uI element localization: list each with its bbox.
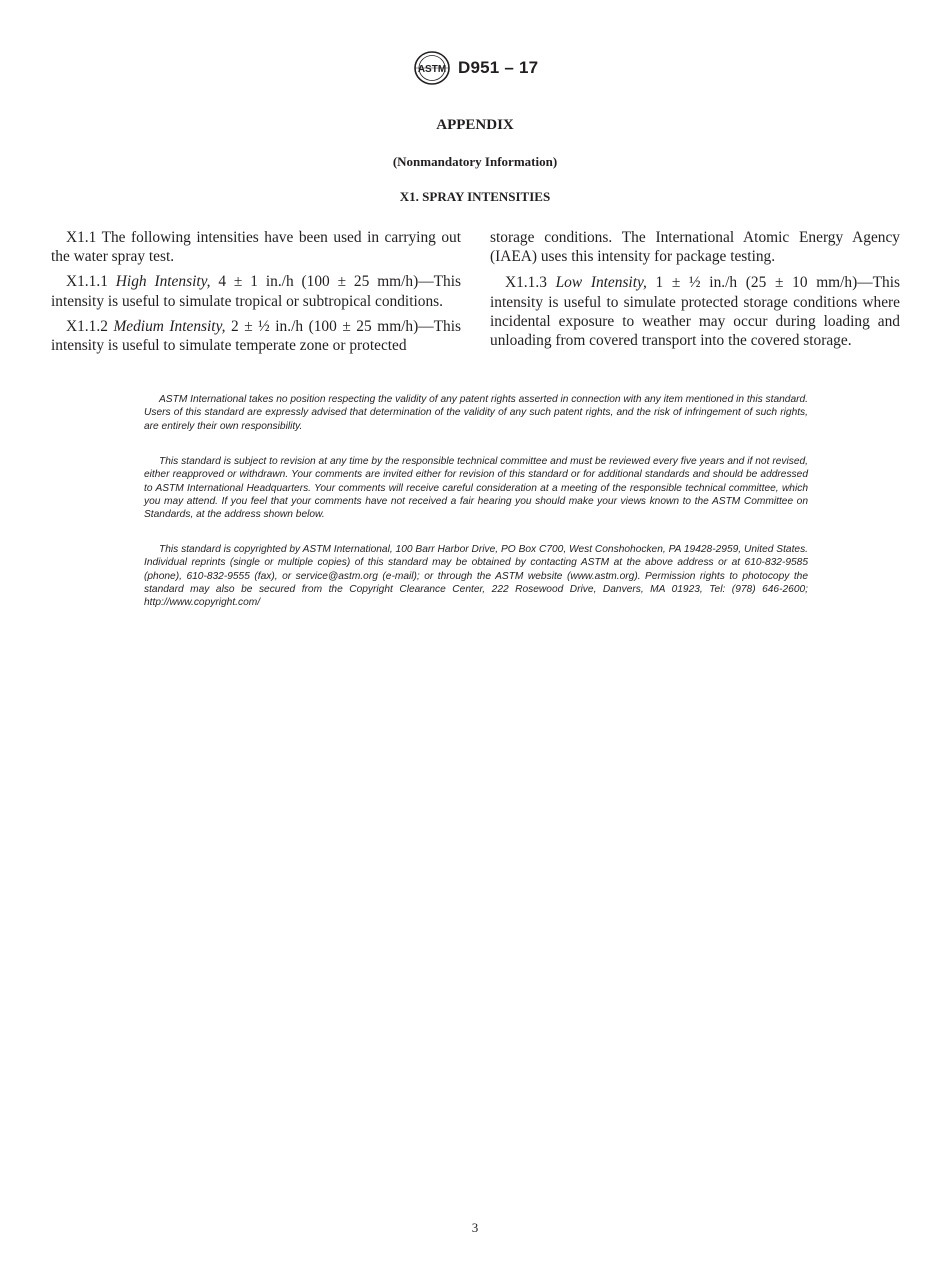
intensity-term: Low Intensity,: [555, 274, 647, 292]
nonmandatory-label: (Nonmandatory Information): [392, 154, 558, 169]
paragraph-number: X1.1.1: [66, 273, 108, 291]
paragraph-x1-1-2-continued: storage conditions. The International Atomic Energy Agency (IAEA) uses this intensity for package testing.: [490, 229, 900, 266]
standard-designation: D951 – 17: [458, 58, 539, 77]
right-column: [490, 228, 900, 356]
appendix-title: APPENDIX: [436, 117, 514, 133]
patent-notice: [144, 393, 808, 433]
paragraph-number: X1.1.3: [505, 274, 547, 292]
paragraph-text: 4 ± 1 in./h (100 ± 25 mm/h)—This intensity is useful to simulate tropical or subtropical conditions.: [51, 273, 462, 310]
revision-notice-text: This standard is subject to revision at any time by the responsible technical committee and must be reviewed every five years and if not revised, either reapproved or withdrawn. Your comments are invited either for revision of this standard or for additional standards and should be addressed to ASTM International Headquarters. Your comments will receive careful consideration at a meeting of the responsible technical committee, which you may attend. If you feel that your comments have not received a fair hearing you should make your views known to the ASTM Committee on Standards, at the address shown below.: [144, 456, 808, 521]
copyright-notice-text: This standard is copyrighted by ASTM International, 100 Barr Harbor Drive, PO Box C700, West Conshohocken, PA 19428-2959, United States. Individual reprints (single or multiple copies) of this standard may be obtained by contacting ASTM at the above address or at 610-832-9585 (phone), 610-832-9555 (fax), or service@astm.org (e-mail); or through the ASTM website (www.astm.org). Permission rights to photocopy the standard may also be secured from the Copyright Clearance Center, 222 Rosewood Drive, Danvers, MA 01923, Tel: (978) 646-2600; http://www.copyright.com/: [144, 544, 808, 609]
paragraph-x1-1-1: [51, 272, 461, 310]
intensity-term: High Intensity,: [115, 273, 211, 291]
paragraph-number: X1.1.2: [66, 317, 108, 335]
page-number: 3: [471, 1220, 479, 1235]
logo-text: ASTM: [417, 64, 447, 75]
paragraph-x1-1-2: [51, 317, 461, 355]
section-title: X1. SPRAY INTENSITIES: [399, 189, 551, 204]
intensity-term: Medium Intensity,: [113, 317, 226, 335]
paragraph-x1-1: X1.1 The following intensities have been used in carrying out the water spray test.: [51, 229, 461, 266]
astm-logo-icon: [412, 50, 452, 86]
paragraph-x1-1-3: [490, 273, 900, 350]
revision-notice: [144, 455, 808, 521]
patent-notice-text: ASTM International takes no position respecting the validity of any patent rights asserted in connection with any item mentioned in this standard. Users of this standard are expressly advised that determination of the validity of any such patent rights, and the risk of infringement of such rights, are entirely their own responsibility.: [144, 394, 808, 432]
page-header: [0, 50, 950, 90]
copyright-notice: [144, 543, 808, 609]
left-column: [51, 228, 461, 361]
paragraph-text: 2 ± ½ in./h (100 ± 25 mm/h)—This intensity is useful to simulate temperate zone or protected: [51, 317, 462, 355]
paragraph-text: 1 ± ½ in./h (25 ± 10 mm/h)—This intensity is useful to simulate protected storage conditions where incidental exposure to weather may occur during loading and unloading from covered transport into the covered storage.: [490, 274, 900, 350]
